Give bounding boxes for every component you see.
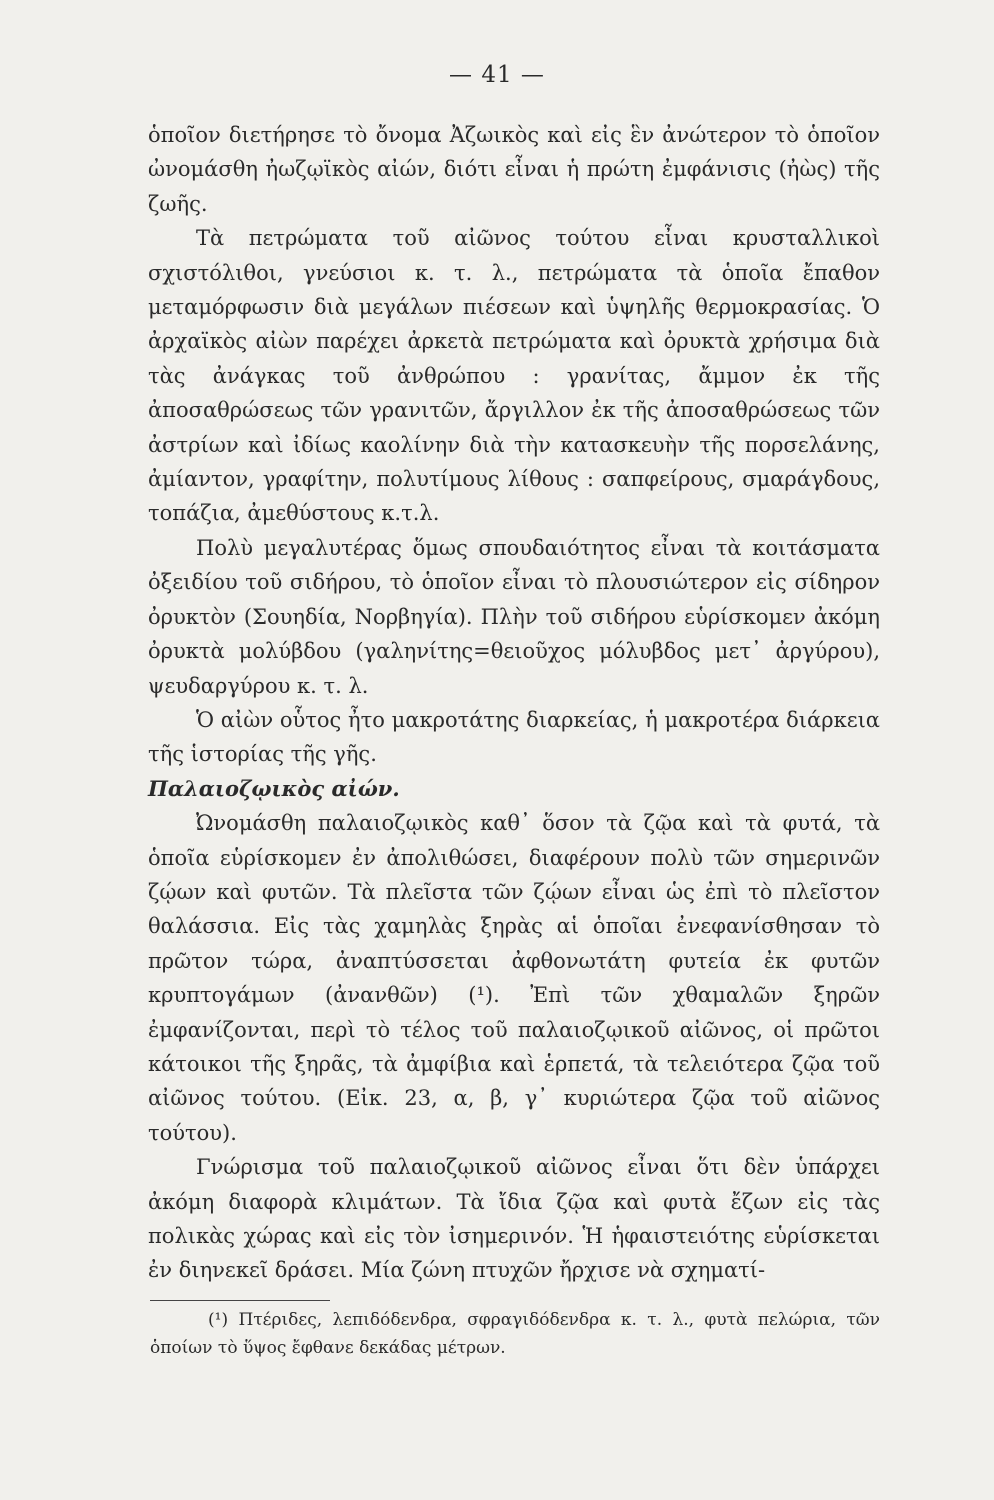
footnote-divider (150, 1300, 330, 1301)
paragraph-1: ὁποῖον διετήρησε τὸ ὄνομα Ἀζωικὸς καὶ εἰς ἓν ἀνώτερον τὸ ὁποῖον ὠνομάσθη ἠωζῳϊκὸς αἰών, διότι εἶναι ἡ πρώτη ἐμφάνισις (ἠὼς) τῆς ζωῆς. (148, 123, 880, 216)
footnote (150, 1306, 880, 1362)
paragraph-5 (148, 806, 880, 1150)
footnote-text: Πτέριδες, λεπιδόδενδρα, σφραγιδόδενδρα κ. τ. λ., φυτὰ πελώρια, τῶν ὁποίων τὸ ὕψος ἔφθανε δεκάδας μέτρων. (150, 1310, 880, 1358)
paragraph-5-text: Ὠνομάσθη παλαιοζῳικὸς καθ᾽ ὅσον τὰ ζῷα καὶ τὰ φυτά, τὰ ὁποῖα εὑρίσκομεν ἐν ἀπολιθώσει, διαφέρουν πολὺ τῶν σημερινῶν ζῴων καὶ φυτῶν. Τὰ πλεῖστα τῶν ζῴων εἶναι ὡς ἐπὶ τὸ πλεῖστον θαλάσσια. Εἰς τὰς χαμηλὰς ξηρὰς αἱ ὁποῖαι ἐνεφανίσθησαν τὸ πρῶτον τώρα, ἀναπτύσσεται ἀφθονωτάτη φυτεία ἐκ φυτῶν κρυπτογάμων (ἀνανθῶν) (148, 811, 880, 1008)
footnote-marker: (¹) (208, 1310, 229, 1330)
paragraph-6: Γνώρισμα τοῦ παλαιοζῳικοῦ αἰῶνος εἶναι ὅτι δὲν ὑπάρχει ἀκόμη διαφορὰ κλιμάτων. Τὰ ἴδια ζῷα καὶ φυτὰ ἔζων εἰς τὰς πολικὰς χώρας καὶ εἰς τὸν ἰσημερινόν. Ἡ ἡφαιστειότης εὑρίσκεται ἐν διηνεκεῖ δράσει. Μία ζώνη πτυχῶν ἤρχισε νὰ σχηματί- (148, 1155, 880, 1283)
paragraph-4: Ὁ αἰὼν οὗτος ἦτο μακροτάτης διαρκείας, ἡ μακροτέρα διάρκεια τῆς ἱστορίας τῆς γῆς. (148, 707, 880, 767)
paragraph-3: Πολὺ μεγαλυτέρας ὅμως σπουδαιότητος εἶναι τὰ κοιτάσματα ὀξειδίου τοῦ σιδήρου, τὸ ὁποῖον εἶναι τὸ πλουσιώτερον εἰς σίδηρον ὀρυκτὸν (Σουηδία, Νορβηγία). Πλὴν τοῦ σιδήρου εὑρίσκομεν ἀκόμη ὀρυκτὰ μολύβδου (γαληνίτης=θειοῦχος μόλυβδος μετ᾽ ἀργύρου), ψευδαργύρου κ. τ. λ. (148, 535, 880, 698)
section-heading: Παλαιοζῳικὸς αἰών. (148, 775, 400, 801)
paragraph-2: Τὰ πετρώματα τοῦ αἰῶνος τούτου εἶναι κρυσταλλικοὶ σχιστόλιθοι, γνεύσιοι κ. τ. λ., πετρώματα τὰ ὁποῖα ἔπαθον μεταμόρφωσιν διὰ μεγάλων πιέσεων καὶ ὑψηλῆς θερμοκρασίας. Ὁ ἀρχαϊκὸς αἰὼν παρέχει ἀρκετὰ πετρώματα καὶ ὀρυκτὰ χρήσιμα διὰ τὰς ἀνάγκας τοῦ ἀνθρώπου : γρανίτας, ἄμμον ἐκ τῆς ἀποσαθρώσεως τῶν γρανιτῶν, ἄργιλλον ἐκ τῆς ἀποσαθρώσεως τῶν ἀστρίων καὶ ἰδίως καολίνην διὰ τὴν κατασκευὴν τῆς πορσελάνης, ἀμίαντον, γραφίτην, πολυτίμους λίθους : σαπφείρους, σμαράγδους, τοπάζια, ἀμεθύστους κ.τ.λ. (148, 226, 880, 526)
page-number: — 41 — (449, 62, 545, 88)
main-text (148, 118, 880, 1288)
paragraph-5-continuation: . Ἐπὶ τῶν χθαμαλῶν ξηρῶν ἐμφανίζονται, περὶ τὸ τέλος τοῦ παλαιοζῳικοῦ αἰῶνος, οἱ πρῶτοι κάτοικοι τῆς ξηρᾶς, τὰ ἀμφίβια καὶ ἑρπετά, τὰ τελειότερα ζῷα τοῦ αἰῶνος τούτου. (Εἰκ. 23, α, β, γ᾽ κυριώτερα ζῷα τοῦ αἰῶνος τούτου). (148, 983, 880, 1145)
footnote-reference: (¹) (468, 983, 494, 1008)
